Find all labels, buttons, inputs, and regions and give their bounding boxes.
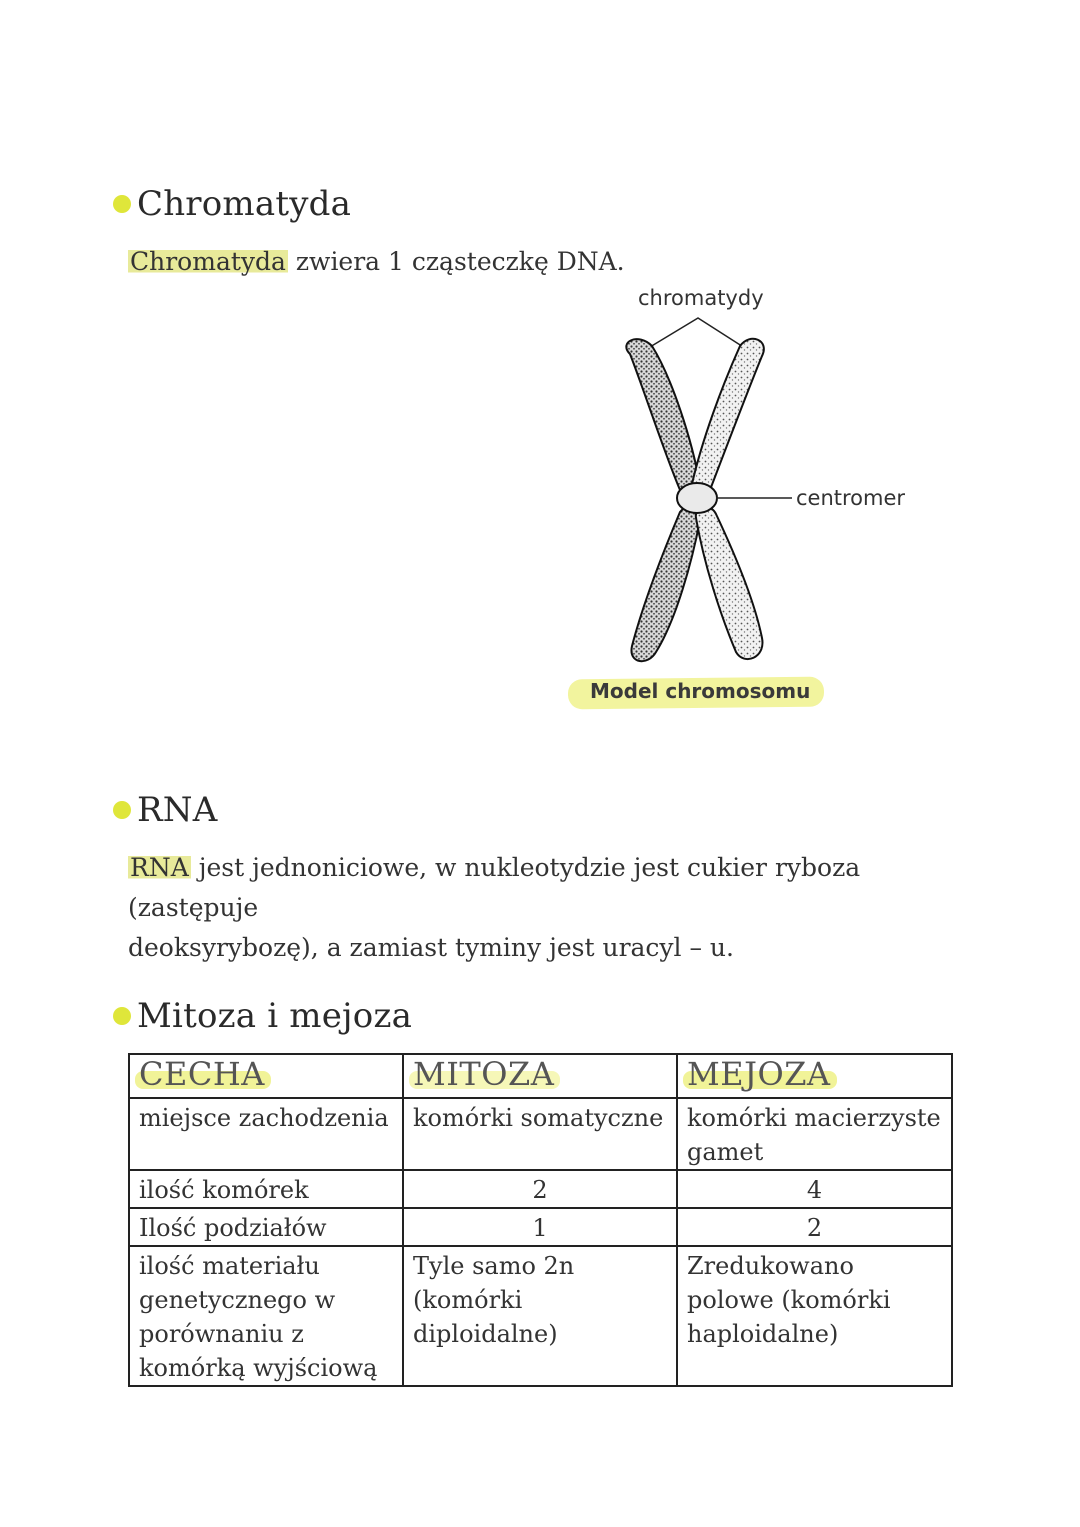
chromatid-arm-upper-left: [626, 339, 700, 497]
table-cell: 4: [677, 1170, 952, 1208]
paragraph-text-line1: jest jednoniciowe, w nukleotydzie jest cukier ryboza (zastępuje: [128, 853, 861, 922]
label-chromatydy: chromatydy: [638, 286, 764, 310]
label-centromer: centromer: [796, 486, 906, 510]
highlighted-term: RNA: [130, 853, 189, 882]
paragraph-rna: [128, 848, 928, 968]
table-header-cell: MITOZA: [403, 1054, 677, 1098]
table-row: [129, 1208, 952, 1246]
table-cell: 2: [677, 1208, 952, 1246]
label-leader-chromatydy: [645, 318, 748, 350]
table-cell: ilość komórek: [129, 1170, 403, 1208]
table-header-cell: CECHA: [129, 1054, 403, 1098]
table-cell: komórki somatyczne: [403, 1098, 677, 1170]
paragraph-text: zwiera 1 cząsteczkę DNA.: [287, 247, 625, 276]
section-heading-chromatyda: Chromatyda: [117, 184, 351, 224]
diagram-caption: Model chromosomu: [590, 679, 811, 703]
table-row: [129, 1170, 952, 1208]
table-cell: Ilość podziałów: [129, 1208, 403, 1246]
table-cell: 2: [403, 1170, 677, 1208]
centromere-shape: [677, 483, 717, 513]
bullet-icon: [113, 801, 131, 819]
table-row: [129, 1098, 952, 1170]
table-cell: 1: [403, 1208, 677, 1246]
table-cell: Zredukowano polowe (komórki haploidalne): [677, 1246, 952, 1386]
highlighted-term: Chromatyda: [130, 247, 286, 276]
table-header-cell: MEJOZA: [677, 1054, 952, 1098]
table-cell: ilość materiału genetycznego w porównaniu z komórką wyjściową: [129, 1246, 403, 1386]
section-heading-rna: RNA: [117, 790, 218, 830]
paragraph-text-line2: deoksyrybozę), a zamiast tyminy jest uracyl – u.: [128, 933, 734, 962]
chromatid-arm-upper-right: [691, 339, 763, 497]
table-cell: miejsce zachodzenia: [129, 1098, 403, 1170]
table-cell: Tyle samo 2n (komórki diploidalne): [403, 1246, 677, 1386]
table-row: [129, 1246, 952, 1386]
comparison-table: [128, 1053, 953, 1387]
section-heading-mitoza: Mitoza i mejoza: [117, 996, 412, 1036]
paragraph-chromatyda: [128, 242, 928, 282]
chromatid-arm-lower-right: [696, 507, 763, 659]
bullet-icon: [113, 1007, 131, 1025]
table-header-row: [129, 1054, 952, 1098]
table-cell: komórki macierzyste gamet: [677, 1098, 952, 1170]
bullet-icon: [113, 195, 131, 213]
chromosome-diagram: [560, 280, 940, 720]
chromatid-arm-lower-left: [631, 507, 700, 661]
